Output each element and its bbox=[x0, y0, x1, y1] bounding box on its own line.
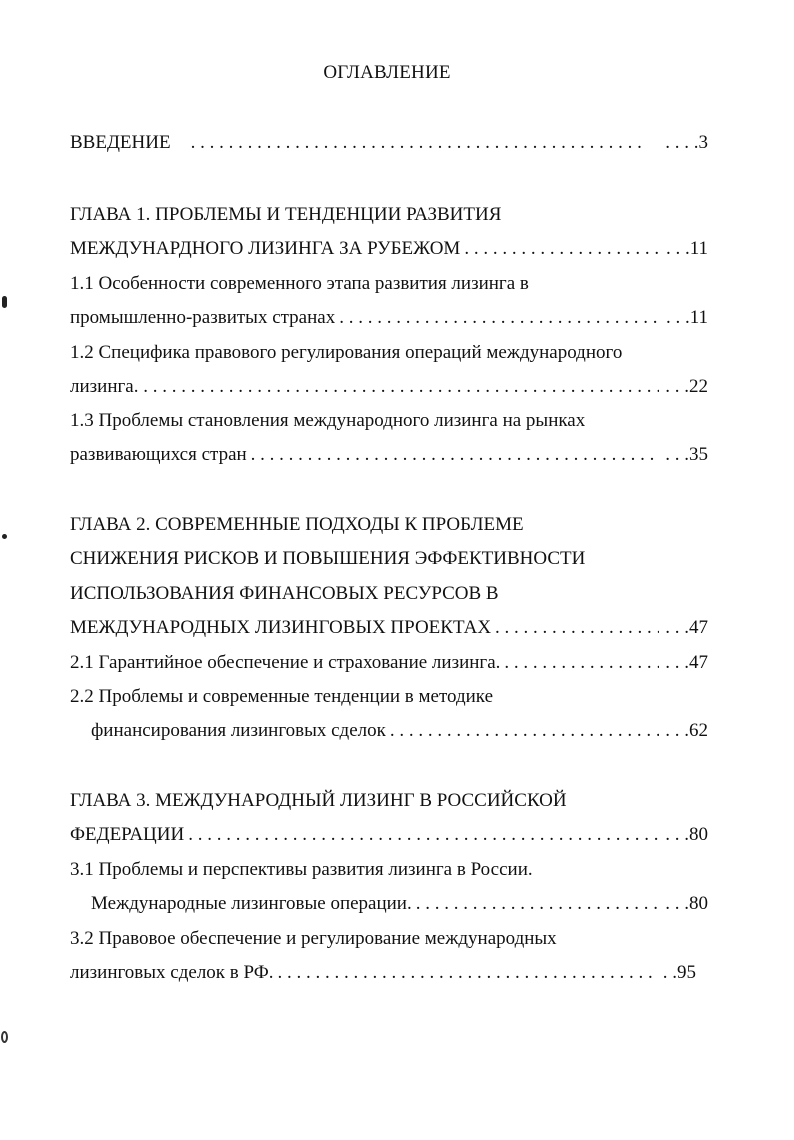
dot-leader bbox=[251, 443, 660, 467]
section-3-1-heading: 3.1 Проблемы и перспективы развития лизинга в России. bbox=[70, 859, 533, 880]
dot-leader bbox=[188, 823, 659, 847]
toc-page-number: . .95 bbox=[662, 962, 696, 983]
section-2-2-heading: 2.2 Проблемы и современные тенденции в методике bbox=[70, 686, 494, 707]
dot-leader bbox=[339, 306, 660, 330]
chapter-2-heading: ГЛАВА 2. СОВРЕМЕННЫЕ ПОДХОДЫ К ПРОБЛЕМЕ bbox=[70, 514, 524, 535]
toc-page-number: . . . .3 bbox=[665, 132, 708, 153]
toc-entry-label: ФЕДЕРАЦИИ bbox=[70, 824, 185, 845]
toc-entry-label: промышленно-развитых странах bbox=[70, 307, 336, 328]
dot-leader bbox=[464, 237, 660, 261]
chapter-2-heading-line-2: СНИЖЕНИЯ РИСКОВ И ПОВЫШЕНИЯ ЭФФЕКТИВНОСТИ bbox=[70, 548, 586, 569]
toc-entry-section-1-3[interactable] bbox=[70, 443, 708, 467]
toc-entry-label: 2.1 Гарантийное обеспечение и страхование лизинга. bbox=[70, 652, 501, 673]
toc-entry-section-2-1[interactable] bbox=[70, 651, 708, 675]
dot-leader bbox=[416, 892, 660, 916]
dot-leader bbox=[390, 719, 659, 743]
chapter-1-heading: ГЛАВА 1. ПРОБЛЕМЫ И ТЕНДЕНЦИИ РАЗВИТИЯ bbox=[70, 204, 502, 225]
toc-entry-chapter-1[interactable] bbox=[70, 237, 708, 261]
toc-entry-label: развивающихся стран bbox=[70, 444, 247, 465]
toc-entry-intro[interactable] bbox=[70, 131, 708, 155]
toc-entry-label: финансирования лизинговых сделок bbox=[91, 720, 386, 741]
scan-artifact bbox=[2, 296, 7, 308]
toc-entry-section-3-2[interactable] bbox=[70, 961, 696, 985]
toc-entry-section-2-2[interactable] bbox=[91, 719, 708, 743]
page-title: ОГЛАВЛЕНИЕ bbox=[323, 62, 451, 83]
toc-page-number: . . .47 bbox=[665, 617, 708, 638]
dot-leader bbox=[495, 616, 659, 640]
dot-leader bbox=[191, 131, 648, 155]
toc-entry-label: ВВЕДЕНИЕ bbox=[70, 132, 171, 153]
chapter-2-heading-line-3: ИСПОЛЬЗОВАНИЯ ФИНАНСОВЫХ РЕСУРСОВ В bbox=[70, 583, 499, 604]
toc-page-number: . . .11 bbox=[665, 307, 708, 328]
toc-page-number: . . .80 bbox=[665, 824, 708, 845]
toc-page-number: . . .35 bbox=[665, 444, 708, 465]
toc-entry-section-3-1[interactable] bbox=[91, 892, 708, 916]
toc-entry-chapter-2[interactable] bbox=[70, 616, 708, 640]
scan-artifact bbox=[2, 534, 7, 539]
toc-entry-section-1-2[interactable] bbox=[70, 375, 708, 399]
toc-entry-label: МЕЖДУНАРДНОГО ЛИЗИНГА ЗА РУБЕЖОМ bbox=[70, 238, 461, 259]
chapter-3-heading: ГЛАВА 3. МЕЖДУНАРОДНЫЙ ЛИЗИНГ В РОССИЙСКОЙ bbox=[70, 790, 567, 811]
scan-artifact bbox=[1, 1031, 8, 1043]
dot-leader bbox=[278, 961, 657, 985]
toc-page-number: . . .22 bbox=[665, 376, 708, 397]
toc-entry-label: лизинговых сделок в РФ. bbox=[70, 962, 274, 983]
dot-leader bbox=[134, 375, 660, 399]
toc-page-number: . . .62 bbox=[665, 720, 708, 741]
toc-entry-label: лизинга bbox=[70, 376, 134, 397]
toc-entry-label: МЕЖДУНАРОДНЫХ ЛИЗИНГОВЫХ ПРОЕКТАХ bbox=[70, 617, 492, 638]
toc-entry-section-1-1[interactable] bbox=[70, 306, 708, 330]
section-3-2-heading: 3.2 Правовое обеспечение и регулирование международных bbox=[70, 928, 557, 949]
dot-leader bbox=[504, 651, 659, 675]
toc-entry-chapter-3[interactable] bbox=[70, 823, 708, 847]
toc-page-number: . . .11 bbox=[665, 238, 708, 259]
toc-page-number: . . .47 bbox=[665, 652, 708, 673]
toc-page-number: . . .80 bbox=[665, 893, 708, 914]
section-1-1-heading: 1.1 Особенности современного этапа развития лизинга в bbox=[70, 273, 529, 294]
section-1-2-heading: 1.2 Специфика правового регулирования операций международного bbox=[70, 342, 623, 363]
section-1-3-heading: 1.3 Проблемы становления международного лизинга на рынках bbox=[70, 410, 586, 431]
toc-entry-label: Международные лизинговые операции. bbox=[91, 893, 412, 914]
